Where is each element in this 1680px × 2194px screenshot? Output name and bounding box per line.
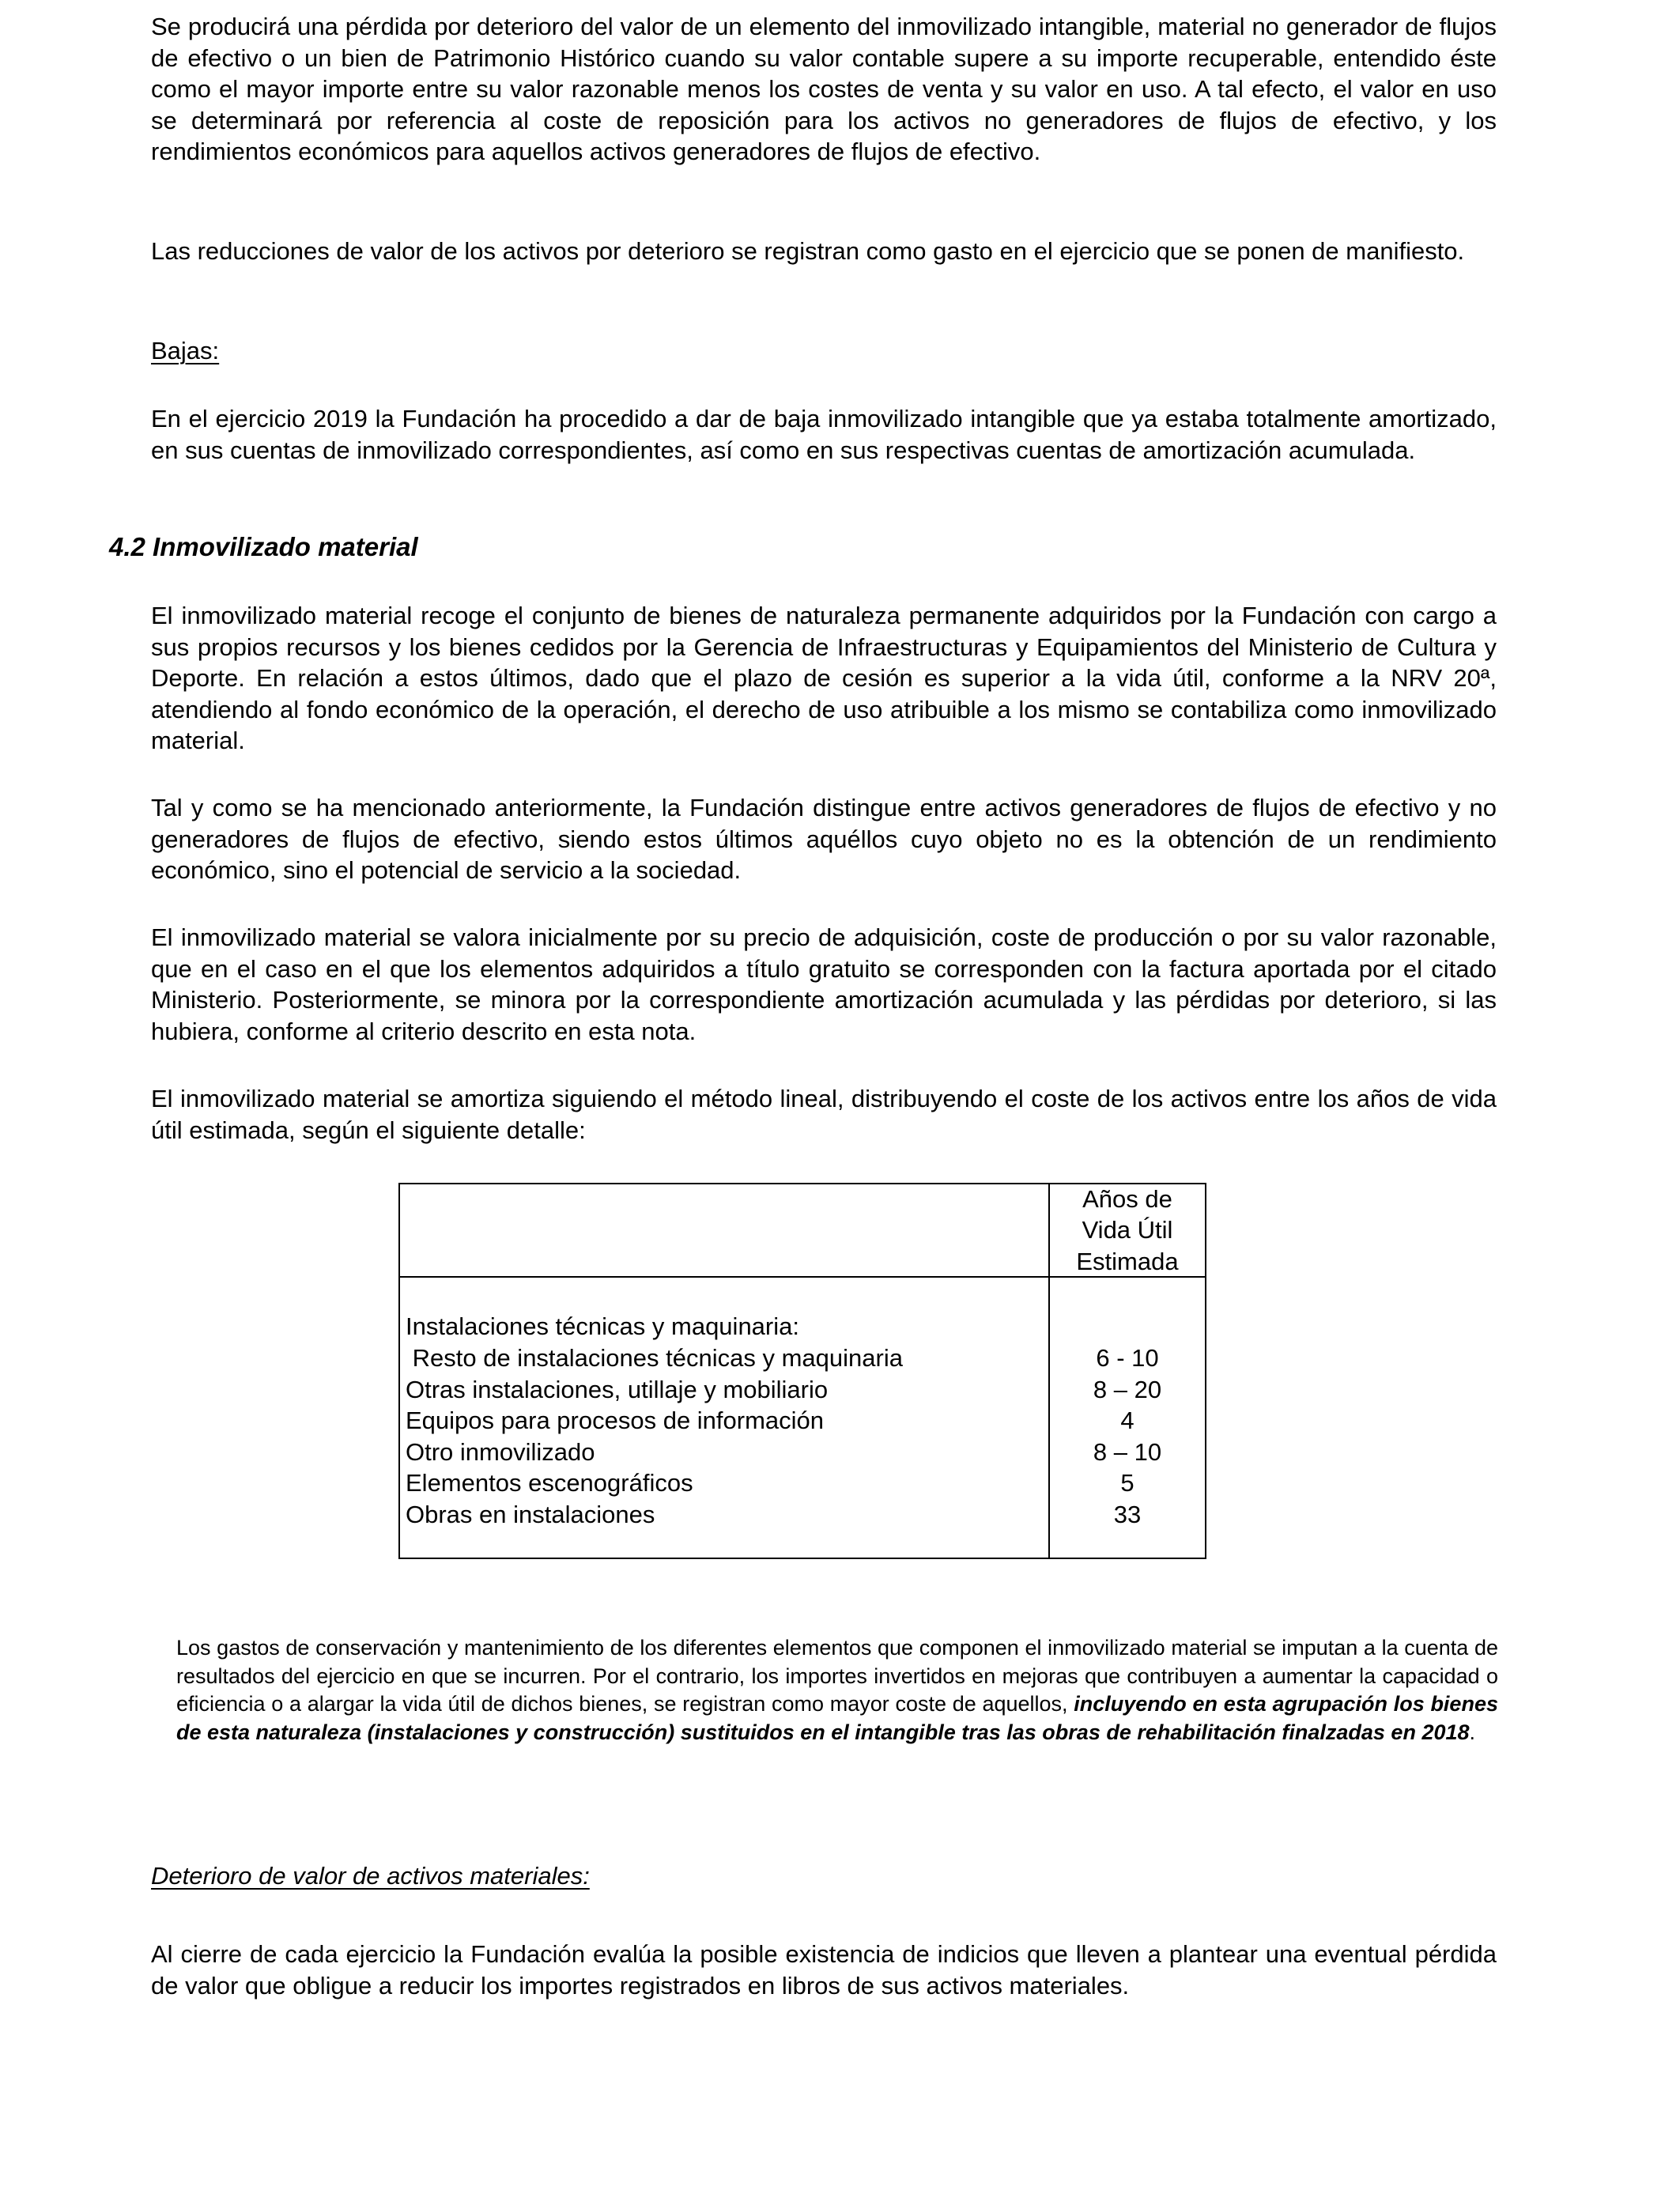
row-value: 4	[1120, 1407, 1134, 1434]
table-group-title: Instalaciones técnicas y maquinaria:	[406, 1312, 799, 1340]
impairment-subheading	[151, 1860, 590, 1892]
section-title: Inmovilizado material	[153, 532, 418, 561]
useful-life-table	[398, 1183, 1206, 1559]
table-row	[400, 1437, 1205, 1468]
maintenance-end: .	[1469, 1720, 1476, 1744]
paragraph-year-end-review: Al cierre de cada ejercicio la Fundación evalúa la posible existencia de indicios que lleven a plantear una eventual pérdida de valor que obligue a reducir los importes registrados en libros de sus activos materiales.	[151, 1940, 1497, 2000]
row-label: Elementos escenográficos	[406, 1469, 693, 1497]
header-line-2: Vida Útil	[1082, 1216, 1173, 1244]
section-heading	[109, 532, 418, 562]
bajas-label: Bajas:	[151, 337, 220, 364]
paragraph-impairment-definition: Se producirá una pérdida por deterioro del valor de un elemento del inmovilizado intangible, material no generador de flujos de efectivo o un bien de Patrimonio Histórico cuando su valor contable supere a su importe recuperable, entendido éste como el mayor importe entre su valor razonable menos los costes de venta y su valor en uso. A tal efecto, el valor en uso se determinará por referencia al coste de reposición para los activos no generadores de flujos de efectivo, y los rendimientos económicos para aquellos activos generadores de flujos de efectivo.	[151, 13, 1497, 165]
row-value: 8 – 20	[1093, 1375, 1162, 1403]
row-label: Otro inmovilizado	[406, 1437, 595, 1466]
row-value: 8 – 10	[1093, 1437, 1162, 1466]
bajas-subheading	[151, 335, 1497, 367]
paragraph-maintenance-costs	[176, 1634, 1498, 1747]
table-row	[400, 1499, 1205, 1531]
section-number: 4.2	[109, 532, 145, 561]
table-rows	[400, 1342, 1205, 1530]
table-row	[400, 1342, 1205, 1374]
header-line-3: Estimada	[1076, 1247, 1179, 1275]
row-value: 5	[1120, 1469, 1134, 1497]
paragraph-material-definition: El inmovilizado material recoge el conjunto de bienes de naturaleza permanente adquiridos por la Fundación con cargo a sus propios recursos y los bienes cedidos por la Gerencia de Infraestructuras y Equipamientos del Ministerio de Cultura y Deporte. En relación a estos últimos, dado que el plazo de cesión es superior a la vida útil, conforme a la NRV 20ª, atendiendo al fondo económico de la operación, el derecho de uso atribuible a los mismo se contabiliza como inmovilizado material.	[151, 602, 1497, 754]
table-column-header	[1050, 1184, 1205, 1276]
table-row	[400, 1467, 1205, 1499]
row-label: Resto de instalaciones técnicas y maquinaria	[406, 1344, 903, 1372]
paragraph-impairment-recognition: Las reducciones de valor de los activos por deterioro se registran como gasto en el ejercicio que se ponen de manifiesto.	[151, 237, 1465, 265]
row-label: Otras instalaciones, utillaje y mobiliario	[406, 1375, 829, 1403]
row-label: Equipos para procesos de información	[406, 1407, 825, 1434]
row-value: 6 - 10	[1096, 1344, 1159, 1372]
header-line-1: Años de	[1082, 1184, 1172, 1213]
table-row	[400, 1374, 1205, 1406]
row-value: 33	[1113, 1500, 1142, 1528]
paragraph-valuation: El inmovilizado material se valora inicialmente por su precio de adquisición, coste de producción o por su valor razonable, que en el caso en el que los elementos adquiridos a título gratuito se corresponden con la factura aportada por el citado Ministerio. Posteriormente, se minora por la correspondiente amortización acumulada y las pérdidas por deterioro, si las hubiera, conforme al criterio descrito en esta nota.	[151, 923, 1497, 1045]
row-label: Obras en instalaciones	[406, 1500, 655, 1528]
paragraph-amortization: El inmovilizado material se amortiza siguiendo el método lineal, distribuyendo el coste de los activos entre los años de vida útil estimada, según el siguiente detalle:	[151, 1085, 1497, 1144]
maintenance-text: Los gastos de conservación y mantenimiento de los diferentes elementos que componen el inmovilizado material se imputan a la cuenta de resultados del ejercicio en que se incurren. Por el contrario, los importes invertidos en mejoras que contribuyen a aumentar la capacidad o eficiencia o a alargar la vida útil de dichos bienes, se registran como mayor coste de aquellos,	[176, 1636, 1498, 1716]
impairment-subheading-text: Deterioro de valor de activos materiales:	[151, 1862, 590, 1890]
maintenance-emphasis: incluyendo en esta agrupación los bienes de esta naturaleza (instalaciones y construcción) sustituidos en el intangible tras las obras de rehabilitación finalzadas en 2018	[176, 1692, 1498, 1744]
paragraph-cash-generating: Tal y como se ha mencionado anteriormente, la Fundación distingue entre activos generadores de flujos de efectivo y no generadores de flujos de efectivo, siendo estos últimos aquéllos cuyo objeto no es la obtención de un rendimiento económico, sino el potencial de servicio a la sociedad.	[151, 794, 1497, 884]
paragraph-bajas: En el ejercicio 2019 la Fundación ha procedido a dar de baja inmovilizado intangible que ya estaba totalmente amortizado, en sus cuentas de inmovilizado correspondientes, así como en sus respectivas cuentas de amortización acumulada.	[151, 405, 1497, 464]
table-row	[400, 1405, 1205, 1437]
